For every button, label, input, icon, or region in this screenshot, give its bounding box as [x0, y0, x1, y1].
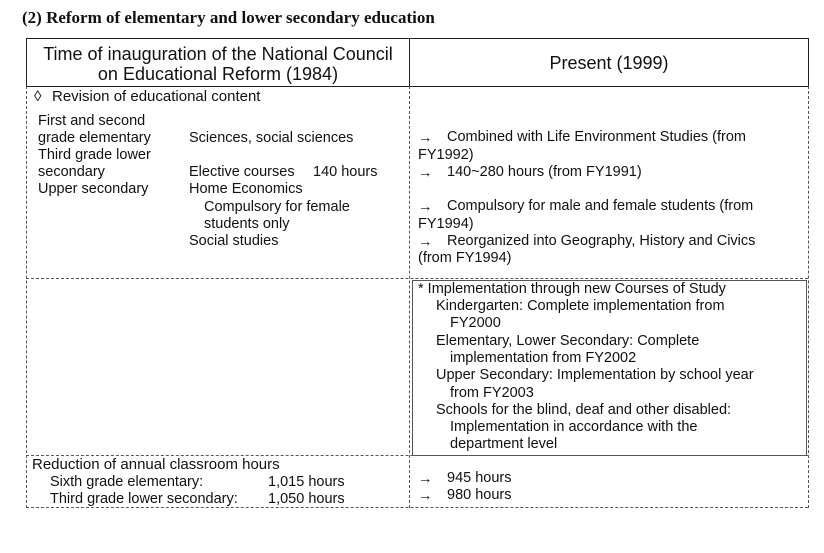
- arrow-icon: →: [418, 165, 433, 181]
- subject-text: Home Economics: [189, 181, 303, 197]
- grade-label: Third grade lower: [38, 147, 151, 163]
- hours-label: Sixth grade elementary:: [50, 474, 204, 490]
- new-hours: 945 hours: [447, 470, 512, 486]
- row1-bottom-border: [26, 278, 808, 279]
- change-text: Combined with Life Environment Studies (from: [447, 129, 746, 145]
- change-text: FY1994): [418, 216, 474, 232]
- table-top-border: [26, 38, 808, 39]
- change-text: 140~280 hours (from FY1991): [447, 164, 642, 180]
- subject-text: Social studies: [189, 233, 279, 249]
- grade-label: secondary: [38, 164, 105, 180]
- arrow-icon: →: [418, 488, 433, 504]
- new-hours: 980 hours: [447, 487, 512, 503]
- courses-note: implementation from FY2002: [450, 350, 637, 366]
- change-text: FY1992): [418, 147, 474, 163]
- subject-text: Elective courses: [189, 164, 295, 180]
- courses-note: * Implementation through new Courses of Study: [418, 281, 726, 297]
- header-right-border: [808, 38, 809, 86]
- header-right: Present (1999): [549, 53, 669, 73]
- change-text: (from FY1994): [418, 250, 512, 266]
- diamond-icon: ◊: [34, 88, 42, 105]
- courses-note: Implementation in accordance with the: [450, 419, 698, 435]
- grade-label: grade elementary: [38, 130, 151, 146]
- change-text: Reorganized into Geography, History and Civics: [447, 233, 756, 249]
- hours-value: 1,015 hours: [268, 474, 345, 490]
- header-left-line2: on Educational Reform (1984): [97, 64, 339, 84]
- section1-heading: Revision of educational content: [52, 88, 261, 105]
- subject-text: Compulsory for female: [204, 199, 350, 215]
- body-divider: [409, 86, 410, 508]
- arrow-icon: →: [418, 234, 433, 250]
- courses-note: from FY2003: [450, 385, 534, 401]
- body-left-border: [26, 86, 27, 508]
- change-text: Compulsory for male and female students (from: [447, 198, 754, 214]
- hours-label: Third grade lower secondary:: [50, 491, 238, 507]
- hours-text: 140 hours: [313, 164, 378, 180]
- courses-note: Upper Secondary: Implementation by school year: [436, 367, 754, 383]
- arrow-icon: →: [418, 130, 433, 146]
- header-left-line1: Time of inauguration of the National Council: [43, 44, 393, 64]
- hours-value: 1,050 hours: [268, 491, 345, 507]
- arrow-icon: →: [418, 199, 433, 215]
- page-title: (2) Reform of elementary and lower secondary education: [22, 8, 435, 27]
- courses-note: FY2000: [450, 315, 501, 331]
- subject-text: Sciences, social sciences: [189, 130, 354, 146]
- body-right-border: [808, 86, 809, 508]
- courses-note: department level: [450, 436, 558, 452]
- header-bottom-border: [26, 86, 808, 87]
- section3-heading: Reduction of annual classroom hours: [32, 456, 280, 473]
- grade-label: Upper secondary: [38, 181, 149, 197]
- subject-text: students only: [204, 216, 290, 232]
- arrow-icon: →: [418, 471, 433, 487]
- grade-label: First and second: [38, 113, 146, 129]
- courses-note: Schools for the blind, deaf and other disabled:: [436, 402, 732, 418]
- courses-note: Kindergarten: Complete implementation from: [436, 298, 725, 314]
- courses-note: Elementary, Lower Secondary: Complete: [436, 333, 700, 349]
